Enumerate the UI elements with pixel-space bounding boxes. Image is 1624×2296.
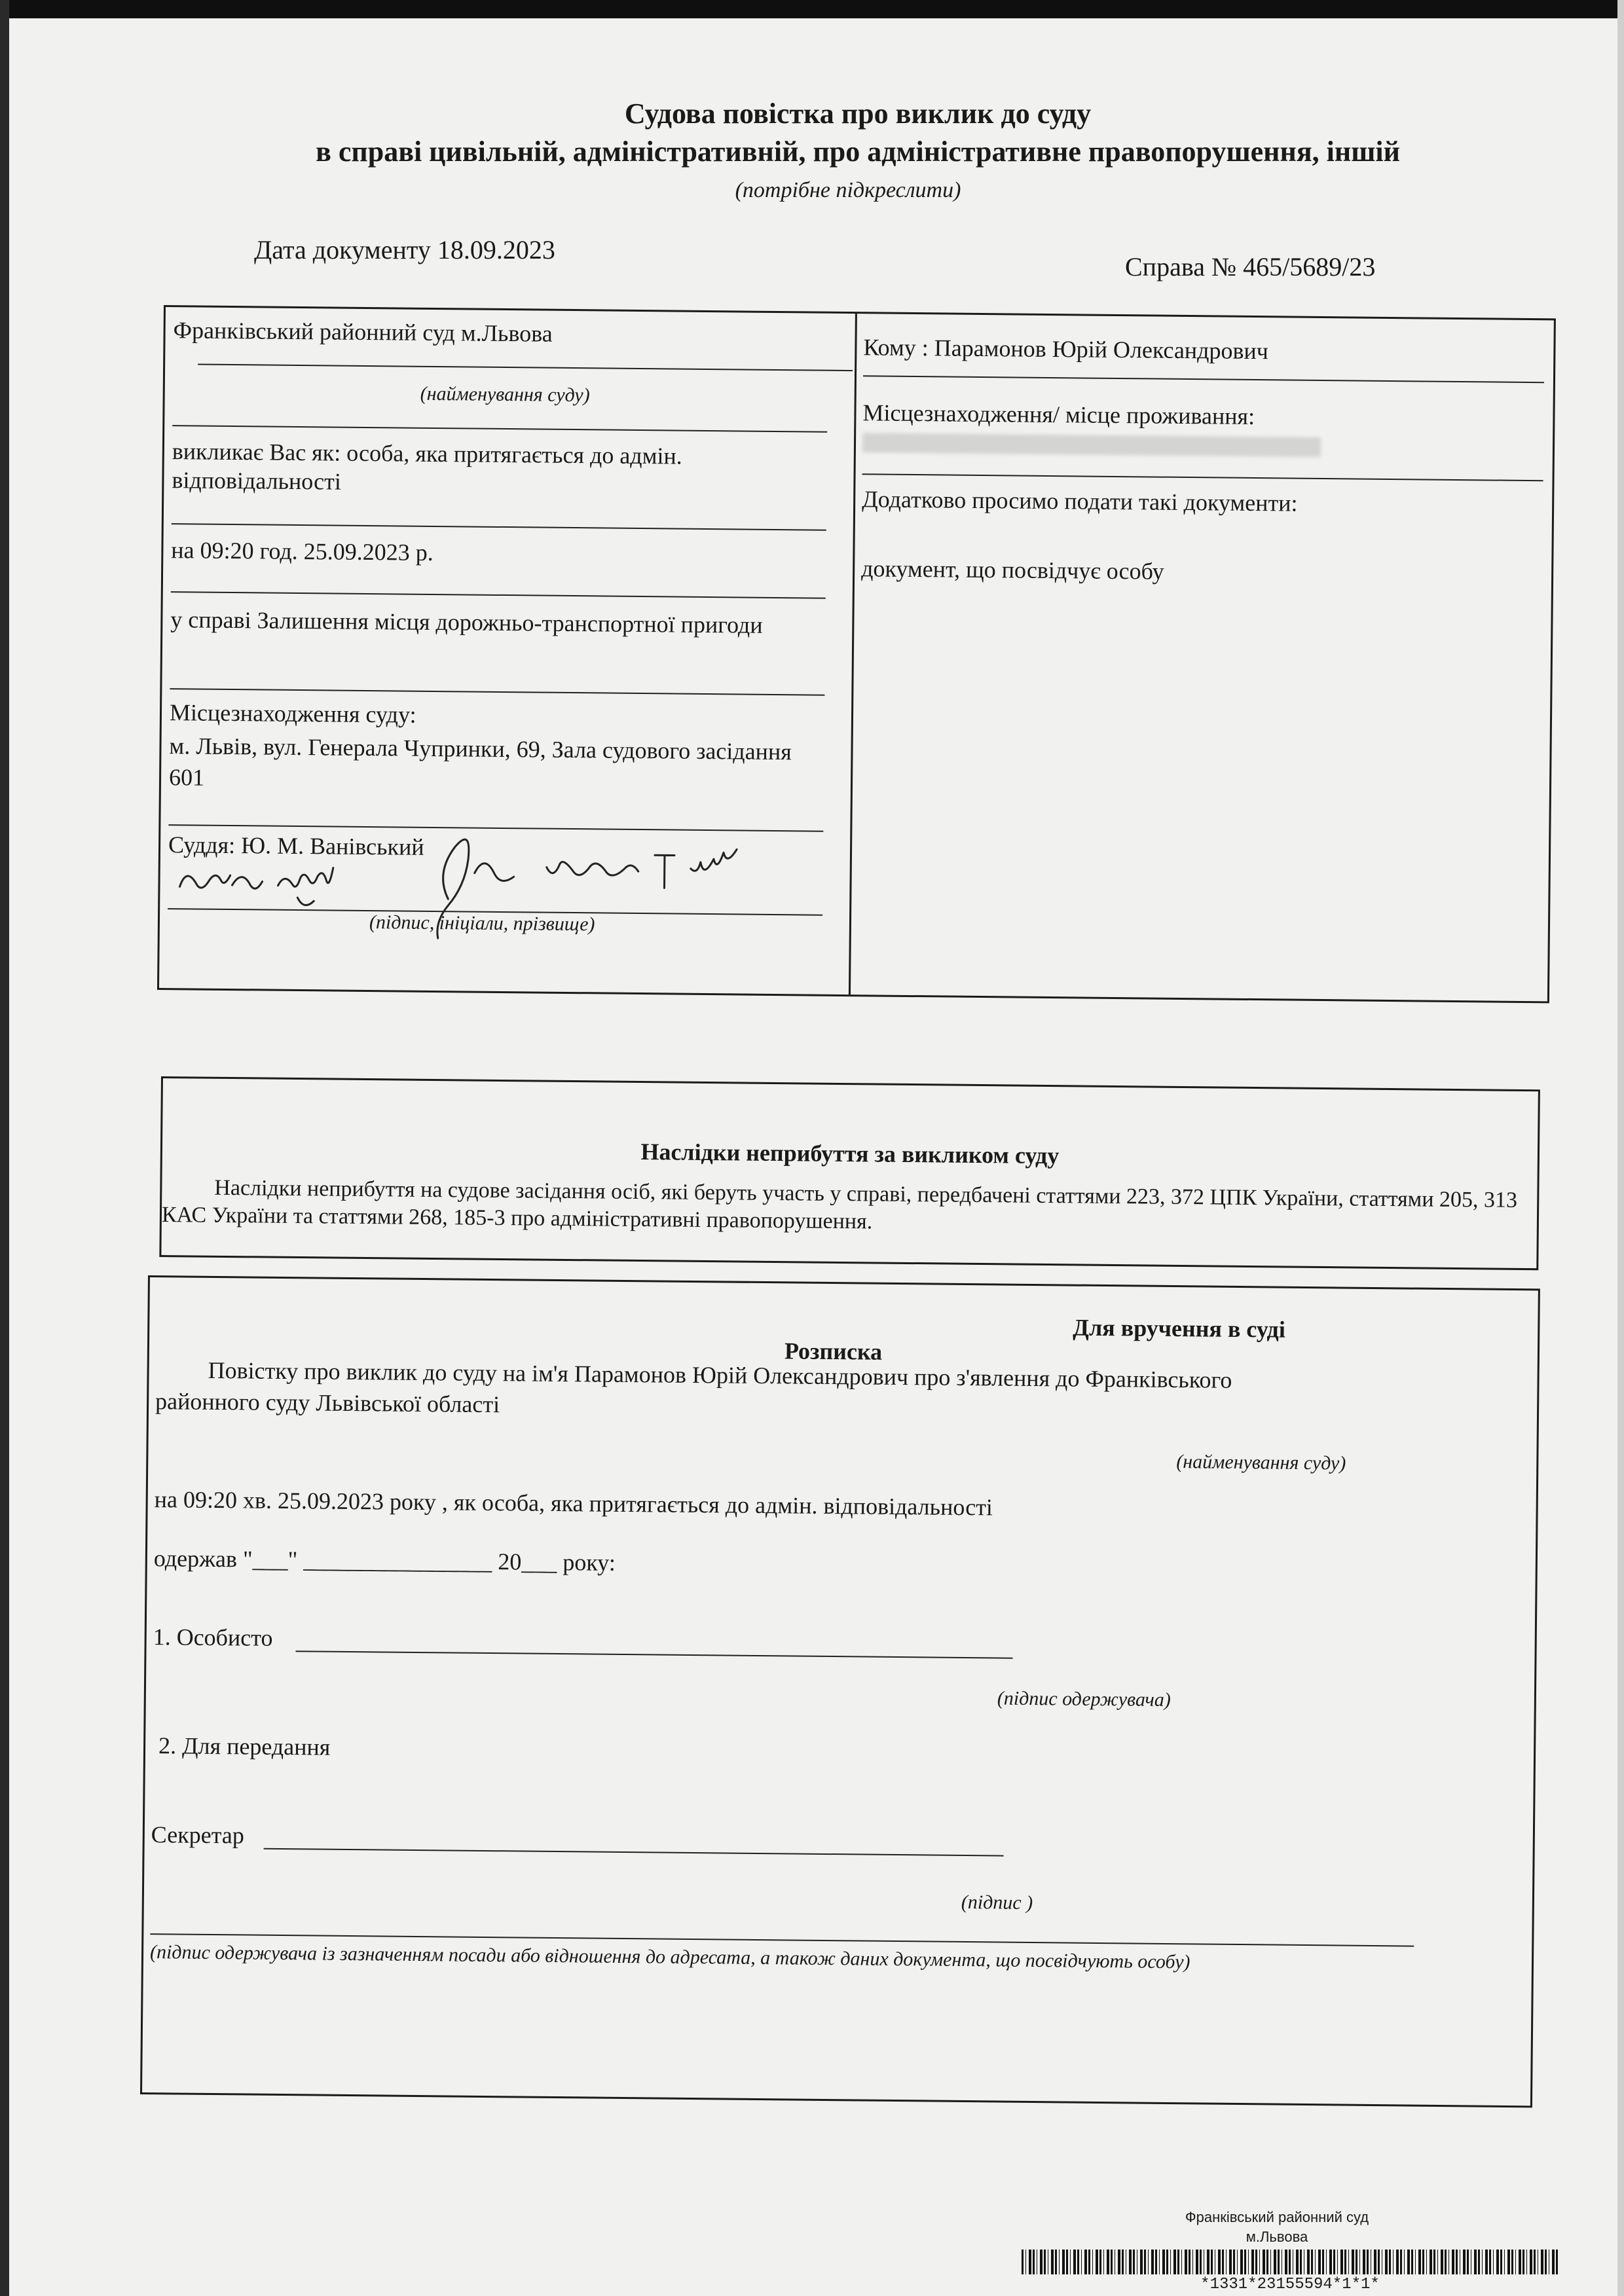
document-subtitle: в справі цивільній, адміністративній, про адміністративне правопорушення, іншій bbox=[316, 136, 1400, 168]
redacted-address bbox=[862, 433, 1321, 457]
document-title: Судова повістка про виклик до суду bbox=[624, 98, 1092, 130]
receipt-heading: Розписка bbox=[784, 1338, 883, 1365]
location-label: Місцезнаходження суду: bbox=[169, 699, 416, 728]
recipient-signature-caption: (підпис одержувача) bbox=[997, 1687, 1171, 1711]
stamp-court-line1: Франківський районний суд bbox=[1185, 2209, 1369, 2225]
court-caption-line bbox=[172, 425, 827, 433]
delivery-note: Для вручення в суді bbox=[1073, 1314, 1286, 1343]
receipt-time-line: на 09:20 хв. 25.09.2023 року , як особа, яка притягається до адмін. відповідальності bbox=[154, 1486, 993, 1521]
receipt-line-1: Повістку про виклик до суду на ім'я Парамонов Юрій Олександрович про з'явлення до Франківського bbox=[208, 1357, 1232, 1393]
court-name-line bbox=[198, 364, 853, 372]
document-date: Дата документу 18.09.2023 bbox=[254, 235, 555, 264]
residence-label: Місцезнаходження/ місце проживання: bbox=[862, 399, 1255, 429]
case-number: Справа № 465/5689/23 bbox=[1125, 252, 1376, 282]
hearing-time-line bbox=[171, 591, 826, 599]
for-transfer-label: 2. Для передання bbox=[158, 1732, 331, 1760]
secretary-signature-line bbox=[264, 1848, 1004, 1857]
receipt-line-2: районного суду Львівської області bbox=[155, 1388, 500, 1418]
personally-label: 1. Особисто bbox=[153, 1624, 273, 1651]
barcode bbox=[1022, 2250, 1559, 2274]
stamp-court-line2: м.Львова bbox=[1246, 2229, 1308, 2245]
scan-top-border bbox=[0, 0, 1624, 18]
recipient: Кому : Парамонов Юрій Олександрович bbox=[863, 334, 1269, 365]
court-name: Франківський районний суд м.Львова bbox=[173, 317, 553, 347]
receipt-court-caption: (найменування суду) bbox=[1176, 1451, 1346, 1474]
secretary-label: Секретар bbox=[151, 1821, 245, 1849]
residence-line bbox=[862, 473, 1543, 481]
consequences-text: Наслідки неприбуття на судове засідання осіб, які беруть участь у справі, передбачені статтями 223, 372 ЦПК України, статтями 205, 313 КАС України та статтями 268, 185-3 про адміністративні правопорушення. bbox=[161, 1175, 1518, 1234]
signature-caption: (підпис, ініціали, прізвище) bbox=[369, 911, 595, 936]
case-subject-line bbox=[170, 688, 824, 696]
court-caption: (найменування суду) bbox=[420, 382, 590, 407]
secretary-signature-caption: (підпис ) bbox=[961, 1891, 1033, 1914]
consequences-box bbox=[159, 1076, 1540, 1270]
hearing-time: на 09:20 год. 25.09.2023 р. bbox=[171, 537, 434, 566]
judge-name: Суддя: Ю. М. Ванівський bbox=[168, 831, 424, 860]
underline-note: (потрібне підкреслити) bbox=[735, 178, 961, 202]
scan-right-border bbox=[1617, 0, 1624, 2296]
personally-signature-line bbox=[295, 1650, 1012, 1659]
summons-as-line bbox=[172, 523, 826, 531]
location-value: м. Львів, вул. Генерала Чупринки, 69, Зала судового засідання 601 bbox=[168, 733, 792, 791]
case-subject: у справі Залишення місця дорожньо-транспортної пригоди bbox=[170, 606, 763, 638]
extra-docs-value: документ, що посвідчує особу bbox=[860, 555, 1164, 585]
scan-left-border bbox=[0, 0, 9, 2296]
summons-box bbox=[157, 305, 1556, 1003]
summons-as: викликає Вас як: особа, яка притягається до адмін. відповідальності bbox=[172, 438, 682, 495]
handwritten-signature bbox=[166, 824, 855, 949]
receipt-box bbox=[140, 1275, 1540, 2107]
recipient-line bbox=[863, 375, 1544, 383]
consequences-heading: Наслідки неприбуття за викликом суду bbox=[640, 1139, 1060, 1169]
received-line: одержав "___" ________________ 20___ року: bbox=[153, 1545, 616, 1576]
receipt-footer-caption: (підпис одержувача із зазначенням посади або відношення до адресата, а також даних документа, що посвідчують особу) bbox=[149, 1941, 1190, 1973]
barcode-text: *1331*23155594*1*1* bbox=[1200, 2276, 1380, 2293]
extra-docs-label: Додатково просимо подати такі документи: bbox=[862, 486, 1298, 517]
